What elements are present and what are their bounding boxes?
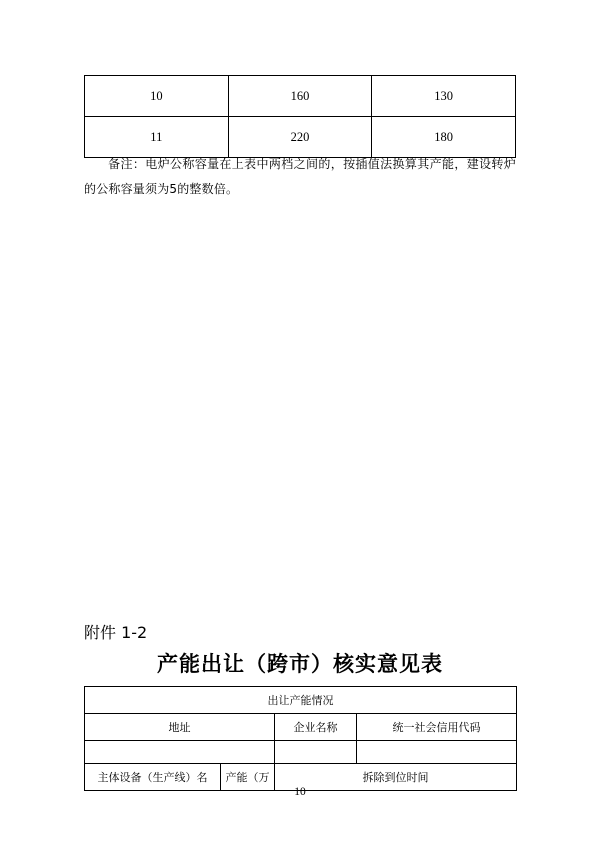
form-row-blank (85, 741, 517, 764)
label-company-name: 企业名称 (275, 714, 357, 741)
attachment-label: 附件 1-2 (84, 623, 148, 642)
form-header-row (85, 687, 517, 714)
page-number: 10 (294, 786, 306, 798)
value-credit-code[interactable] (357, 741, 517, 764)
label-equipment-name: 主体设备（生产线）名 (85, 764, 221, 791)
value-company-name[interactable] (275, 741, 357, 764)
value-address[interactable] (85, 741, 275, 764)
table-cell-value-a: 220 (228, 117, 372, 158)
table-cell-value-a: 160 (228, 76, 372, 117)
form-row-address (85, 714, 517, 741)
label-capacity: 产能（万 (221, 764, 275, 791)
label-address: 地址 (85, 714, 275, 741)
table-row (85, 76, 516, 117)
table-cell-index: 11 (85, 117, 229, 158)
page-title: 产能出让（跨市）核实意见表 (157, 652, 443, 676)
table-note (84, 152, 516, 202)
capacity-table (84, 75, 516, 158)
table-note-text: 备注：电炉公称容量在上表中两档之间的，按插值法换算其产能，建设转炉的公称容量须为5的整数倍。 (84, 157, 516, 196)
table-cell-index: 10 (85, 76, 229, 117)
table-cell-value-b: 130 (372, 76, 516, 117)
form-header-cell: 出让产能情况 (85, 687, 517, 714)
table-cell-value-b: 180 (372, 117, 516, 158)
label-credit-code: 统一社会信用代码 (357, 714, 517, 741)
label-removal-time: 拆除到位时间 (275, 764, 517, 791)
transfer-capacity-form (84, 686, 517, 791)
